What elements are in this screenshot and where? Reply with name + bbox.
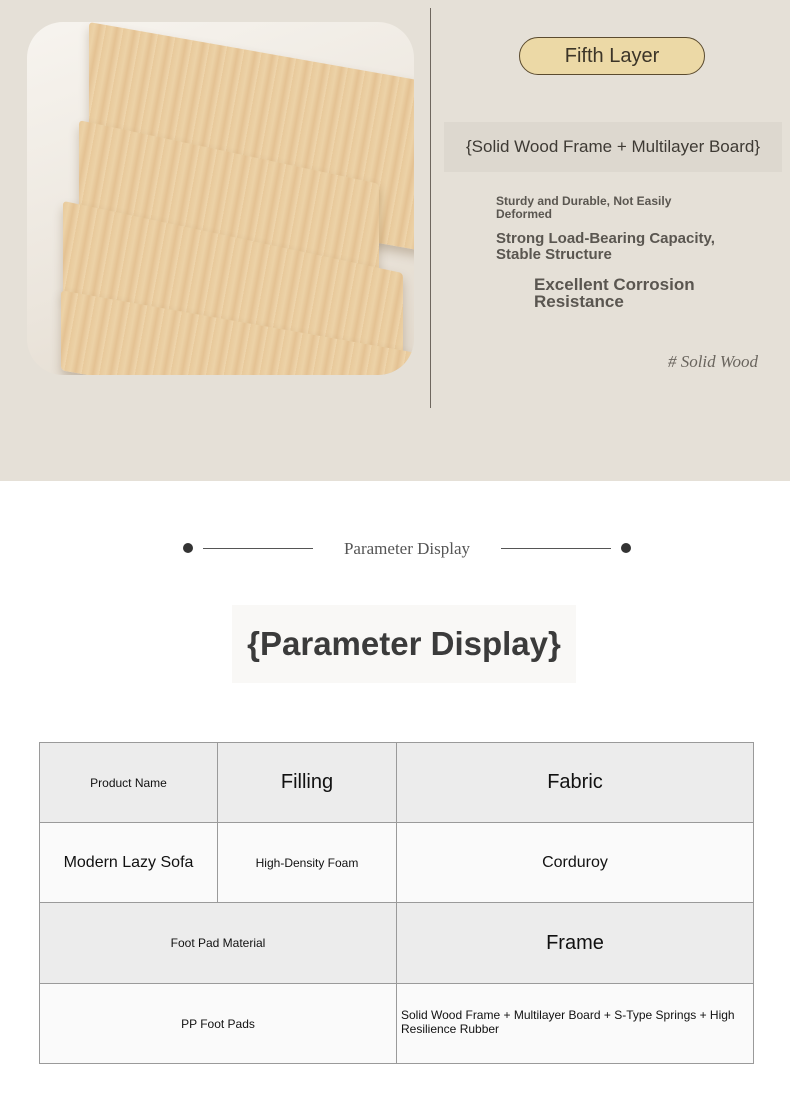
hero-title: {Solid Wood Frame + Multilayer Board} <box>444 122 782 172</box>
table-cell <box>397 984 754 1064</box>
section-heading-text: Parameter Display <box>343 539 471 558</box>
table-cell <box>218 823 397 903</box>
section-heading <box>0 535 790 563</box>
filling-value: High-Density Foam <box>255 855 359 870</box>
parameter-table <box>39 742 754 1064</box>
feature-1: Sturdy and Durable, Not Easily Deformed <box>496 194 672 221</box>
foot-pad-value: PP Foot Pads <box>181 1016 255 1031</box>
table-cell <box>40 823 218 903</box>
foot-pad-label: Foot Pad Material <box>170 936 266 950</box>
table-row <box>40 903 754 984</box>
table-cell <box>218 743 397 823</box>
table-row <box>40 743 754 823</box>
heading-line-left <box>203 548 313 549</box>
table-cell <box>40 903 397 984</box>
layer-badge: Fifth Layer <box>519 37 705 75</box>
product-name-label: Product Name <box>90 775 167 790</box>
table-cell <box>40 984 397 1064</box>
hero-section <box>0 0 790 481</box>
parameter-title: {Parameter Display} <box>232 605 576 683</box>
material-tag: # Solid Wood <box>667 352 758 371</box>
frame-value: Solid Wood Frame + Multilayer Board + S-Type Springs + High Resilience Rubber <box>401 1008 735 1036</box>
wood-boards-photo <box>27 22 414 375</box>
table-cell <box>397 823 754 903</box>
heading-dot-left <box>183 543 193 553</box>
feature-3: Excellent Corrosion Resistance <box>534 275 695 311</box>
frame-label: Frame <box>546 931 604 954</box>
fabric-value: Corduroy <box>542 853 608 871</box>
table-cell <box>40 743 218 823</box>
table-row <box>40 823 754 903</box>
vertical-divider <box>430 8 431 408</box>
table-cell <box>397 743 754 823</box>
heading-line-right <box>501 548 611 549</box>
heading-dot-right <box>621 543 631 553</box>
table-row <box>40 984 754 1064</box>
table-cell <box>397 903 754 984</box>
product-name-value: Modern Lazy Sofa <box>63 853 194 871</box>
filling-label: Filling <box>280 771 334 793</box>
fabric-label: Fabric <box>547 771 603 793</box>
feature-2: Strong Load-Bearing Capacity, Stable Structure <box>496 230 715 263</box>
